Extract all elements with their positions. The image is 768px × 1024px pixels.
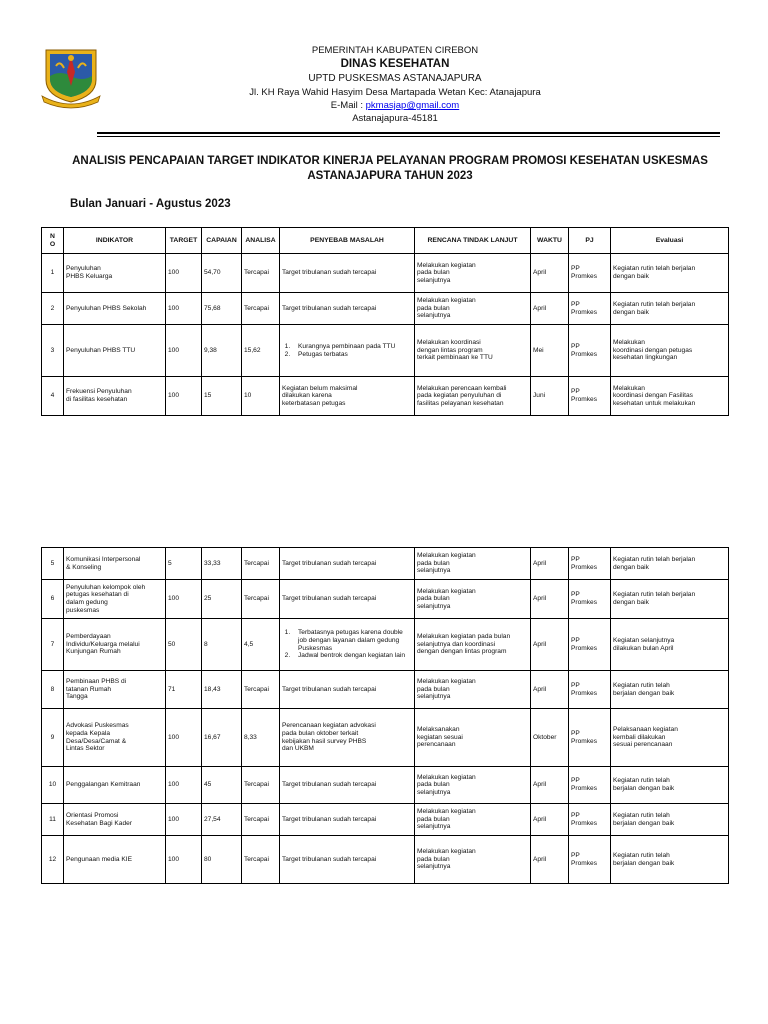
header-penyebab: PENYEBAB MASALAH bbox=[280, 228, 415, 254]
document-title: ANALISIS PENCAPAIAN TARGET INDIKATOR KINERJA PELAYANAN PROGRAM PROMOSI KESEHATAN USKESMAS ASTANAJAPURA TAHUN 2023 bbox=[72, 155, 708, 182]
cell-capaian: 18,43 bbox=[202, 671, 242, 709]
cell-indikator: Advokasi Puskesmas kepada Kepala Desa/Desa/Camat & Lintas Sektor bbox=[64, 709, 166, 767]
table-row bbox=[42, 836, 729, 884]
cell-rencana: Melakukan koordinasi dengan lintas program terkait pembinaan ke TTU bbox=[415, 325, 531, 377]
cell-penyebab: Target tribulanan sudah tercapai bbox=[280, 804, 415, 836]
cell-evaluasi: Pelaksanaan kegiatan kembali dilakukan sesuai perencanaan bbox=[611, 709, 729, 767]
cell-pj: PP Promkes bbox=[569, 709, 611, 767]
cell-analisa: Tercapai bbox=[242, 254, 280, 293]
header-capaian: CAPAIAN bbox=[202, 228, 242, 254]
cell-penyebab: Perencanaan kegiatan advokasi pada bulan oktober terkait kebijakan hasil survey PHBS dan UKBM bbox=[280, 709, 415, 767]
cell-indikator: Penyuluhan kelompok oleh petugas kesehatan di dalam gedung puskesmas bbox=[64, 580, 166, 619]
cell-evaluasi: Kegiatan rutin telah berjalan dengan baik bbox=[611, 254, 729, 293]
cell-no: 5 bbox=[42, 548, 64, 580]
cell-pj: PP Promkes bbox=[569, 580, 611, 619]
cell-rencana: Melakukan kegiatan pada bulan selanjutnya bbox=[415, 767, 531, 804]
cell-no: 9 bbox=[42, 709, 64, 767]
cell-evaluasi: Kegiatan rutin telah berjalan dengan baik bbox=[611, 548, 729, 580]
emblem-icon bbox=[40, 46, 102, 110]
penyebab-list bbox=[282, 629, 412, 659]
cell-analisa: Tercapai bbox=[242, 767, 280, 804]
cell-waktu: April bbox=[531, 580, 569, 619]
penyebab-list-item: 2. Petugas terbatas bbox=[292, 351, 412, 359]
cell-indikator: Komunikasi Interpersonal & Konseling bbox=[64, 548, 166, 580]
header-waktu: WAKTU bbox=[531, 228, 569, 254]
header-rencana: RENCANA TINDAK LANJUT bbox=[415, 228, 531, 254]
cell-no: 10 bbox=[42, 767, 64, 804]
cell-no: 3 bbox=[42, 325, 64, 377]
header-rule-thin bbox=[97, 136, 720, 137]
cell-no: 12 bbox=[42, 836, 64, 884]
cell-penyebab: Target tribulanan sudah tercapai bbox=[280, 580, 415, 619]
cell-evaluasi: Melakukan koordinasi dengan Fasilitas kesehatan untuk melakukan bbox=[611, 377, 729, 416]
cell-target: 100 bbox=[166, 580, 202, 619]
cell-analisa: Tercapai bbox=[242, 671, 280, 709]
table-row bbox=[42, 619, 729, 671]
kop-uptd: UPTD PUSKESMAS ASTANAJAPURA bbox=[308, 73, 482, 84]
cell-waktu: April bbox=[531, 254, 569, 293]
table-row bbox=[42, 377, 729, 416]
cell-analisa: 10 bbox=[242, 377, 280, 416]
cell-waktu: April bbox=[531, 548, 569, 580]
penyebab-list-item: 1. Terbatasnya petugas karena double job dengan layanan dalam gedung Puskesmas bbox=[292, 629, 412, 652]
cell-waktu: April bbox=[531, 767, 569, 804]
cell-pj: PP Promkes bbox=[569, 377, 611, 416]
cell-analisa: 8,33 bbox=[242, 709, 280, 767]
cell-rencana: Melakukan perencaan kembali pada kegiatan penyuluhan di fasilitas pelayanan kesehatan bbox=[415, 377, 531, 416]
cell-evaluasi: Kegiatan rutin telah berjalan dengan baik bbox=[611, 293, 729, 325]
cell-pj: PP Promkes bbox=[569, 293, 611, 325]
cell-indikator: Orientasi Promosi Kesehatan Bagi Kader bbox=[64, 804, 166, 836]
cell-rencana: Melakukan kegiatan pada bulan selanjutnya bbox=[415, 293, 531, 325]
kabupaten-cirebon-logo bbox=[40, 46, 102, 110]
cell-pj: PP Promkes bbox=[569, 671, 611, 709]
cell-waktu: April bbox=[531, 804, 569, 836]
cell-evaluasi: Kegiatan rutin telah berjalan dengan baik bbox=[611, 767, 729, 804]
cell-rencana: Melaksanakan kegiatan sesuai perencanaan bbox=[415, 709, 531, 767]
cell-rencana: Melakukan kegiatan pada bulan selanjutnya bbox=[415, 548, 531, 580]
cell-rencana: Melakukan kegiatan pada bulan selanjutnya bbox=[415, 580, 531, 619]
cell-target: 100 bbox=[166, 767, 202, 804]
cell-waktu: April bbox=[531, 619, 569, 671]
cell-penyebab bbox=[280, 619, 415, 671]
table-row bbox=[42, 709, 729, 767]
cell-capaian: 25 bbox=[202, 580, 242, 619]
cell-indikator: Penggalangan Kemitraan bbox=[64, 767, 166, 804]
cell-target: 100 bbox=[166, 293, 202, 325]
kop-dinas: DINAS KESEHATAN bbox=[340, 58, 450, 70]
cell-capaian: 75,68 bbox=[202, 293, 242, 325]
cell-evaluasi: Melakukan koordinasi dengan petugas kesehatan lingkungan bbox=[611, 325, 729, 377]
penyebab-list-item: 1. Kurangnya pembinaan pada TTU bbox=[292, 343, 412, 351]
cell-waktu: April bbox=[531, 836, 569, 884]
cell-analisa: Tercapai bbox=[242, 580, 280, 619]
cell-indikator: Penyuluhan PHBS Keluarga bbox=[64, 254, 166, 293]
kop-city: Astanajapura-45181 bbox=[352, 113, 438, 124]
cell-indikator: Pembinaan PHBS di tatanan Rumah Tangga bbox=[64, 671, 166, 709]
header-no: N O bbox=[42, 228, 64, 254]
cell-indikator: Pemberdayaan Individu/Keluarga melalui Kunjungan Rumah bbox=[64, 619, 166, 671]
cell-penyebab: Target tribulanan sudah tercapai bbox=[280, 767, 415, 804]
table-row bbox=[42, 254, 729, 293]
cell-capaian: 27,54 bbox=[202, 804, 242, 836]
cell-target: 5 bbox=[166, 548, 202, 580]
cell-waktu: Mei bbox=[531, 325, 569, 377]
cell-evaluasi: Kegiatan rutin telah berjalan dengan baik bbox=[611, 836, 729, 884]
cell-pj: PP Promkes bbox=[569, 548, 611, 580]
cell-analisa: 4,5 bbox=[242, 619, 280, 671]
table-row bbox=[42, 804, 729, 836]
cell-capaian: 8 bbox=[202, 619, 242, 671]
header-indikator: INDIKATOR bbox=[64, 228, 166, 254]
table-row bbox=[42, 548, 729, 580]
cell-rencana: Melakukan kegiatan pada bulan selanjutnya dan koordinasi dengan dengan lintas program bbox=[415, 619, 531, 671]
cell-pj: PP Promkes bbox=[569, 619, 611, 671]
cell-capaian: 80 bbox=[202, 836, 242, 884]
cell-target: 71 bbox=[166, 671, 202, 709]
cell-no: 11 bbox=[42, 804, 64, 836]
header-target: TARGET bbox=[166, 228, 202, 254]
header-rule-thick bbox=[97, 132, 720, 134]
cell-rencana: Melakukan kegiatan pada bulan selanjutnya bbox=[415, 671, 531, 709]
cell-pj: PP Promkes bbox=[569, 836, 611, 884]
cell-target: 100 bbox=[166, 709, 202, 767]
cell-pj: PP Promkes bbox=[569, 804, 611, 836]
table-row bbox=[42, 293, 729, 325]
indikator-table-part-2 bbox=[41, 547, 729, 884]
cell-waktu: April bbox=[531, 671, 569, 709]
cell-no: 8 bbox=[42, 671, 64, 709]
cell-rencana: Melakukan kegiatan pada bulan selanjutnya bbox=[415, 804, 531, 836]
cell-capaian: 54,70 bbox=[202, 254, 242, 293]
cell-rencana: Melakukan kegiatan pada bulan selanjutnya bbox=[415, 836, 531, 884]
kop-pemerintah: PEMERINTAH KABUPATEN CIREBON bbox=[311, 45, 479, 56]
cell-no: 2 bbox=[42, 293, 64, 325]
cell-analisa: 15,62 bbox=[242, 325, 280, 377]
cell-indikator: Penyuluhan PHBS Sekolah bbox=[64, 293, 166, 325]
cell-capaian: 15 bbox=[202, 377, 242, 416]
cell-analisa: Tercapai bbox=[242, 804, 280, 836]
penyebab-list bbox=[282, 343, 412, 358]
document-period: Bulan Januari - Agustus 2023 bbox=[70, 198, 231, 210]
cell-evaluasi: Kegiatan selanjutnya dilakukan bulan April bbox=[611, 619, 729, 671]
cell-rencana: Melakukan kegiatan pada bulan selanjutnya bbox=[415, 254, 531, 293]
cell-penyebab: Target tribulanan sudah tercapai bbox=[280, 254, 415, 293]
cell-indikator: Pengunaan media KIE bbox=[64, 836, 166, 884]
cell-capaian: 9,38 bbox=[202, 325, 242, 377]
cell-no: 6 bbox=[42, 580, 64, 619]
table-row bbox=[42, 767, 729, 804]
header-pj: PJ bbox=[569, 228, 611, 254]
cell-penyebab bbox=[280, 325, 415, 377]
cell-waktu: April bbox=[531, 293, 569, 325]
table-header-row bbox=[42, 228, 729, 254]
cell-evaluasi: Kegiatan rutin telah berjalan dengan baik bbox=[611, 671, 729, 709]
cell-capaian: 16,67 bbox=[202, 709, 242, 767]
cell-penyebab: Target tribulanan sudah tercapai bbox=[280, 671, 415, 709]
table-row bbox=[42, 325, 729, 377]
indikator-table-part-1 bbox=[41, 227, 729, 416]
cell-waktu: Oktober bbox=[531, 709, 569, 767]
cell-pj: PP Promkes bbox=[569, 325, 611, 377]
cell-analisa: Tercapai bbox=[242, 836, 280, 884]
cell-capaian: 33,33 bbox=[202, 548, 242, 580]
cell-evaluasi: Kegiatan rutin telah berjalan dengan baik bbox=[611, 804, 729, 836]
cell-analisa: Tercapai bbox=[242, 293, 280, 325]
cell-penyebab: Target tribulanan sudah tercapai bbox=[280, 836, 415, 884]
cell-no: 1 bbox=[42, 254, 64, 293]
cell-penyebab: Kegiatan belum maksimal dilakukan karena keterbatasan petugas bbox=[280, 377, 415, 416]
table-row bbox=[42, 671, 729, 709]
header-evaluasi: Evaluasi bbox=[611, 228, 729, 254]
cell-waktu: Juni bbox=[531, 377, 569, 416]
cell-no: 4 bbox=[42, 377, 64, 416]
header-analisa: ANALISA bbox=[242, 228, 280, 254]
cell-target: 100 bbox=[166, 325, 202, 377]
cell-target: 100 bbox=[166, 377, 202, 416]
cell-no: 7 bbox=[42, 619, 64, 671]
cell-penyebab: Target tribulanan sudah tercapai bbox=[280, 548, 415, 580]
email-link[interactable]: pkmasjap@gmail.com bbox=[365, 100, 460, 111]
kop-email: E-Mail : pkmasjap@gmail.com bbox=[330, 100, 460, 111]
cell-target: 100 bbox=[166, 836, 202, 884]
cell-indikator: Penyuluhan PHBS TTU bbox=[64, 325, 166, 377]
cell-analisa: Tercapai bbox=[242, 548, 280, 580]
cell-pj: PP Promkes bbox=[569, 767, 611, 804]
cell-indikator: Frekuensi Penyuluhan di fasilitas kesehatan bbox=[64, 377, 166, 416]
cell-evaluasi: Kegiatan rutin telah berjalan dengan baik bbox=[611, 580, 729, 619]
cell-target: 50 bbox=[166, 619, 202, 671]
cell-pj: PP Promkes bbox=[569, 254, 611, 293]
penyebab-list-item: 2. Jadwal bentrok dengan kegiatan lain bbox=[292, 652, 412, 660]
cell-target: 100 bbox=[166, 254, 202, 293]
cell-capaian: 45 bbox=[202, 767, 242, 804]
cell-target: 100 bbox=[166, 804, 202, 836]
kop-address: Jl. KH Raya Wahid Hasyim Desa Martapada Wetan Kec: Atanajapura bbox=[249, 87, 541, 98]
cell-penyebab: Target tribulanan sudah tercapai bbox=[280, 293, 415, 325]
table-row bbox=[42, 580, 729, 619]
